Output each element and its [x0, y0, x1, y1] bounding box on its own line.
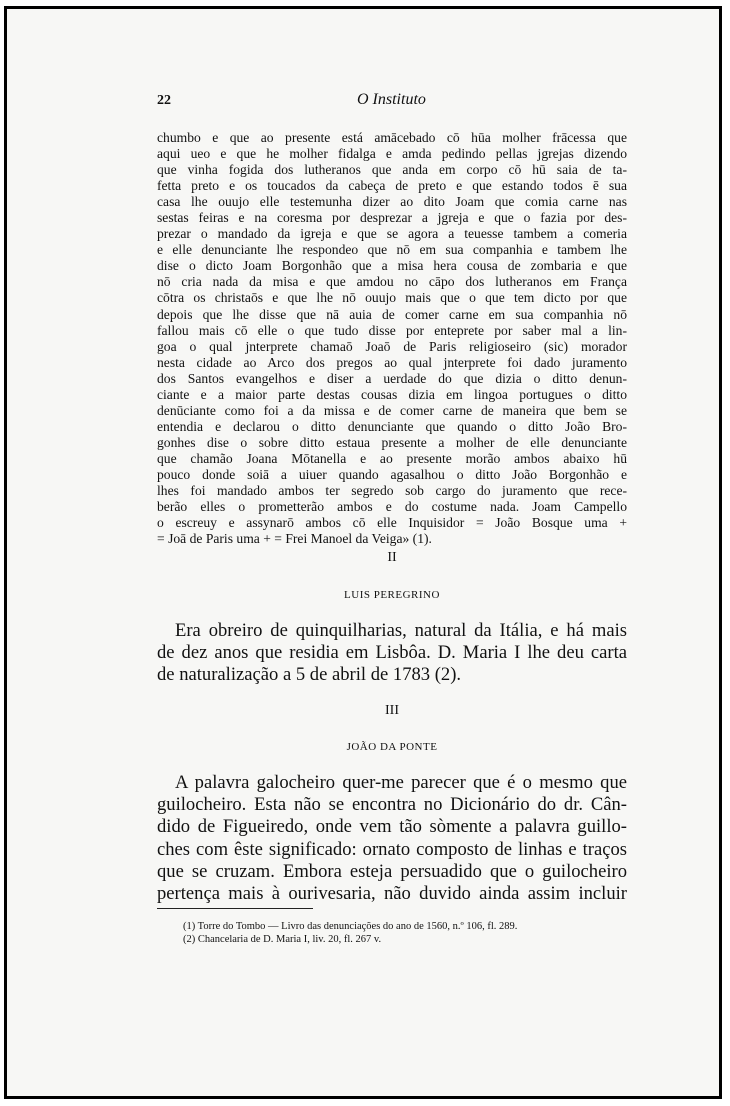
section-title-luis-peregrino: LUIS PEREGRINO [344, 589, 440, 601]
text-line: fetta preto e os toucados da cabeça de preto e que estando todos ē sua [157, 178, 627, 194]
text-line: entendia e declarou o ditto denunciante que quando o ditto João Bro- [157, 418, 627, 434]
text-line: guilocheiro. Esta não se encontra no Dicionário do dr. Cân- [157, 794, 627, 816]
text-line: dise o dicto Joam Borgonhão que a misa hera cousa de zombaria e que [157, 258, 627, 274]
section-iii-paragraph [157, 772, 627, 905]
text-line: fallou mais cō elle o que tudo disse por enteprete por saber mal a lin- [157, 322, 627, 338]
running-title: O Instituto [357, 91, 426, 108]
text-line: e elle denunciante lhe respondeo que nō em sua companhia e tambem lhe [157, 242, 627, 258]
section-number-ii: II [387, 550, 397, 565]
text-line: o escreuy e assynarō ambos cō elle Inquisidor = João Bosque uma + [157, 515, 627, 531]
text-line: = Joā de Paris uma + = Frei Manoel da Veiga» (1). [157, 531, 432, 547]
footnote-1: (1) Torre do Tombo — Livro das denunciações do ano de 1560, n.º 106, fl. 289. [183, 921, 518, 932]
text-line: prezar o mandado da igreja e que se agora a teuesse tambem a comeria [157, 226, 627, 242]
text-line: berão elles o prometterão ambos e do costume nada. Joam Campello [157, 499, 627, 515]
section-number-iii: III [385, 703, 399, 718]
section-ii-paragraph [157, 620, 627, 687]
text-line: pouco donde soiā a uiuer quando agasalhou o ditto João Borgonhão e [157, 466, 627, 482]
text-line: ches com êste significado: ornato composto de linhas e traços [157, 838, 627, 860]
text-line: casa lhe ouujo elle testemunha dizer ao dito Joam que comia carne nas [157, 194, 627, 210]
section-title-joao-da-ponte: JOÃO DA PONTE [346, 741, 438, 753]
page-number: 22 [157, 93, 171, 108]
text-line: lhes foi mandado ambos ter segredo sob cargo do juramento que rece- [157, 483, 627, 499]
text-line: de naturalização a 5 de abril de 1783 (2). [157, 664, 462, 686]
text-line: chumbo e que ao presente está amācebado cō hūa molher frācessa que [157, 130, 627, 145]
text-line: cōtra os christaōs e que lhe nō ouujo mais que o que tem dicto por que [157, 290, 627, 306]
text-line: dos Santos evangelhos e diser a uerdade do que dizia o ditto denun- [157, 370, 627, 386]
text-line: aqui ueo e que he molher fidalga e amda pedindo pellas jgrejas dizendo [157, 146, 627, 162]
text-line: denūciante como foi a da missa e de comer carne de maneira que bem se [157, 402, 627, 418]
text-line: nō cria nada da misa e que amdou no cāpo dos lutheranos em França [157, 274, 627, 290]
text-line: nesta cidade ao Arco dos pregos ao qual jnterprete foi dado juramento [157, 354, 627, 370]
page-header [157, 93, 627, 117]
text-line: ciante e a maior parte destas cousas dizia em lingoa portugues o ditto [157, 386, 627, 402]
text-line: que se cruzam. Embora esteja persuadido que o guilocheiro [157, 860, 627, 882]
text-line: depois que lhe disse que nā auia de comer carne em sua companhia nō [157, 306, 627, 322]
text-line: que chamão Joana Mōtanella e ao presente morão ambos abaixo hū [157, 450, 627, 466]
text-line: de dez anos que residia em Lisbôa. D. Maria I lhe deu carta [157, 642, 627, 664]
text-line: A palavra galocheiro quer-me parecer que é o mesmo que [175, 772, 627, 793]
footnote-2: (2) Chancelaria de D. Maria I, liv. 20, fl. 267 v. [183, 934, 382, 945]
document-quote [157, 130, 627, 547]
text-line: gonhes dise o sobre ditto estaua presente a molher de elle denunciante [157, 434, 627, 450]
text-line: goa o qual jnterprete chamaō Joaō de Paris religioseiro (sic) morador [157, 338, 627, 354]
text-line: pertença mais à ourivesaria, não duvido ainda assim incluir [157, 883, 627, 905]
text-line: que vinha fogida dos lutheranos que anda em corpo cō hū saia de ta- [157, 162, 627, 178]
text-line: Era obreiro de quinquilharias, natural da Itália, e há mais [175, 620, 627, 641]
footnote-rule [157, 908, 313, 909]
text-line: sestas feiras e na coresma por desprezar a jgreja e que o fazia por des- [157, 210, 627, 226]
footnotes [183, 920, 633, 946]
text-line: dido de Figueiredo, onde vem tão sòmente a palavra guillo- [157, 816, 627, 838]
